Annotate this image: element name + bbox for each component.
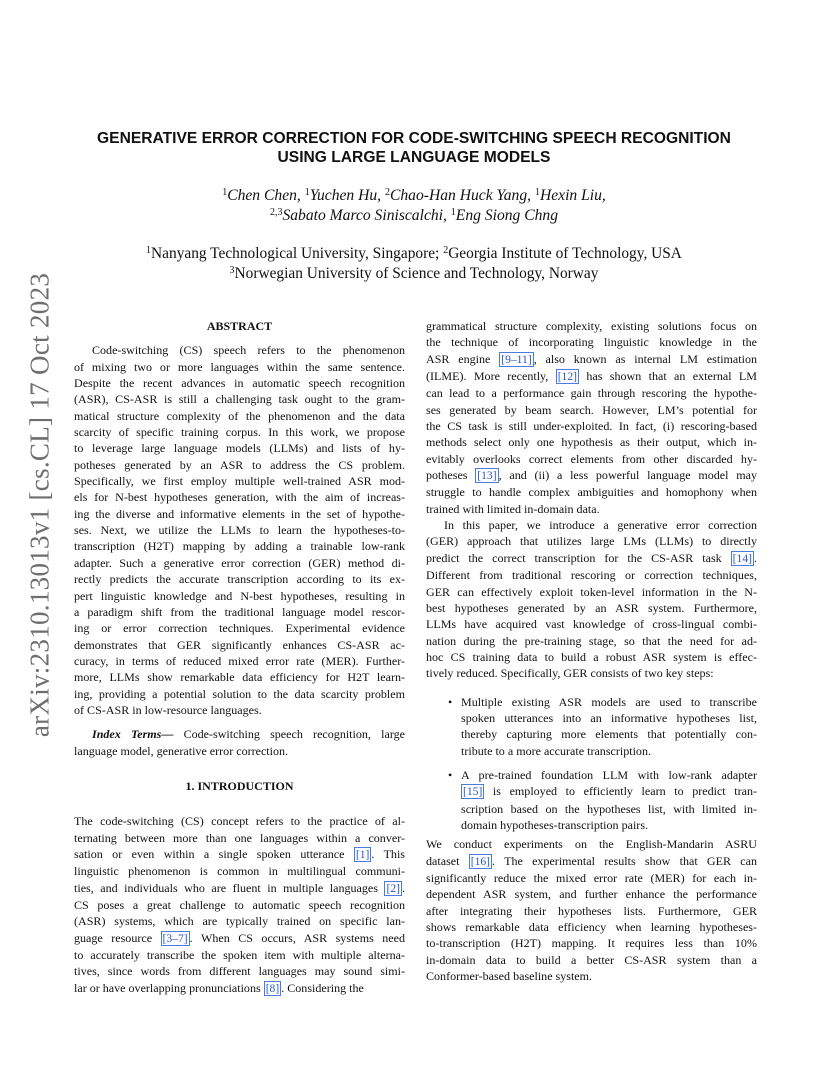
text-line: predict the correct transcription for the CS-ASR task [14] .: [426, 550, 757, 565]
citation-link[interactable]: [16]: [470, 854, 491, 868]
text-line: CS poses a great challenge to automatic speech recognition: [74, 898, 405, 912]
text-line: (GER) approach that utilizes large LMs (LLMs) to directly: [426, 534, 757, 549]
index-terms-line: [74, 726, 405, 742]
index-terms-text: Code-switching speech recognition, large: [173, 727, 405, 742]
bullet-item: [426, 767, 757, 833]
text-line: can lead to a performance gain through rescoring the hypothe-: [426, 386, 757, 401]
paper-title: [70, 129, 758, 167]
text-line: tives, since words from different languages may sound simi-: [74, 964, 405, 979]
paragraph: [426, 517, 757, 681]
left-column: [74, 318, 405, 997]
author-name: Yuchen Hu,: [309, 187, 382, 204]
text-line: scarcity of specific training corpus. In this work, we propose: [74, 425, 405, 440]
citation-link[interactable]: [9–11]: [501, 352, 532, 366]
abstract-heading: ABSTRACT: [206, 319, 273, 333]
title-line: USING LARGE LANGUAGE MODELS: [277, 149, 551, 166]
text-line: ing, providing a potential solution to the data scarcity problem: [74, 686, 405, 701]
index-terms-label: Index Terms—: [92, 727, 174, 742]
text-line: ties, and individuals who are fluent in multiple languages [2] .: [74, 880, 405, 895]
text-line: in-domain data to build a better CS-ASR system than a: [426, 952, 757, 967]
text-line: to-transcription (H2T) mapping. It requires less than 10%: [426, 936, 757, 951]
author-name: Sabato Marco Siniscalchi,: [282, 207, 447, 224]
text-line: spoken utterances into an informative hypotheses list,: [461, 710, 757, 725]
superscript: 1: [304, 187, 310, 198]
text-line: ses. Next, we utilize the LLMs to learn the hypotheses-to-: [74, 523, 405, 538]
text-line: linguistic phenomenon is common in multilingual communi-: [74, 864, 405, 879]
text-line: We conduct experiments on the English-Mandarin ASRU: [426, 837, 757, 852]
affiliation-line: [70, 264, 758, 284]
introduction-body: [74, 813, 405, 997]
bullet-icon: •: [448, 694, 453, 709]
text-line: els for N-best hypotheses generation, with the aim of increas-: [74, 490, 405, 505]
text-line: curacy, in terms of reduced mixed error rate (MER). Further-: [74, 653, 405, 668]
text-line: GER can effectively exploit token-level information in the N-: [426, 584, 757, 599]
superscript: 1: [146, 245, 152, 256]
bullet-list: [426, 694, 757, 834]
affiliation-text: Nanyang Technological University, Singapore;: [151, 245, 440, 262]
text-line: of mixing two or more languages within the same sentence.: [74, 359, 405, 374]
text-line: LLMs have acquired vast knowledge of cross-lingual combi-: [426, 617, 757, 632]
text-line: tribute to a more accurate transcription.: [461, 743, 651, 758]
text-line: (ILME). More recently, [12] has shown that an external LM: [426, 369, 757, 384]
text-line: Different from traditional rescoring or correction techniques,: [426, 568, 757, 583]
text-line: A pre-trained foundation LLM with low-rank adapter: [461, 767, 757, 782]
author-list: [70, 186, 758, 226]
author-name: Hexin Liu,: [539, 187, 606, 204]
text-line: transcription (H2T) mapping by adding a trainable low-rank: [74, 539, 405, 554]
text-line: a paradigm shift from the traditional language model rescor-: [74, 604, 405, 619]
right-column: [426, 318, 757, 984]
affiliation-text: Norwegian University of Science and Technology, Norway: [234, 264, 599, 282]
citation-link[interactable]: [2]: [386, 881, 400, 895]
affiliation-line: [70, 244, 758, 264]
index-terms: [74, 726, 405, 759]
text-line: guage resource [3–7] . When CS occurs, ASR systems need: [74, 930, 405, 945]
text-line: best hypotheses generated by an ASR system. Furthermore,: [426, 600, 757, 615]
paragraph: [426, 318, 757, 517]
text-line: significantly reduce the mixed error rate (MER) for each in-: [426, 871, 757, 885]
text-line: In this paper, we introduce a generative error correction: [444, 518, 757, 533]
text-line: Code-switching (CS) speech refers to the phenomenon: [92, 343, 405, 358]
text-line: ing or error correction techniques. Experimental evidence: [74, 621, 405, 636]
text-line: evitably overlooks correct elements from other discarded hy-: [426, 451, 757, 466]
bullet-item: [426, 694, 757, 759]
text-line: shows remarkable data efficiency when learning hypotheses-: [426, 920, 757, 935]
text-line: thereby capturing more elements that potentially con-: [461, 727, 757, 742]
text-line: ing the diverse and informative elements in the set of hypothe-: [74, 506, 405, 521]
affiliation-text: Georgia Institute of Technology, USA: [448, 245, 682, 262]
text-line: the technique of incorporating linguistic knowledge in the: [426, 335, 757, 350]
superscript: 1: [222, 187, 228, 198]
author-line: [70, 206, 758, 226]
text-line: dependent ASR system, and further enhance the performance: [426, 887, 757, 902]
text-line: to accurately transcribe the spoken item with multiple alterna-: [74, 948, 405, 963]
arxiv-stamp-text: arXiv:2310.13013v1 [cs.CL] 17 Oct 2023: [24, 272, 55, 738]
author-name: Chen Chen,: [227, 187, 301, 204]
superscript: 3: [229, 264, 235, 276]
text-line: after integrating their hypotheses lists. Furthermore, GER: [426, 903, 757, 918]
text-line: scription based on the hypotheses list, with limited in-: [461, 801, 757, 816]
text-line: adapter. Such a generative error correction (GER) method di-: [74, 555, 405, 570]
text-line: pert linguistic knowledge and N-best hypotheses, resulting in: [74, 588, 405, 603]
text-line: potheses generated by an ASR to address the CS problem.: [74, 457, 405, 472]
citation-link[interactable]: [15]: [463, 785, 483, 799]
text-line: dataset [16] . The experimental results show that GER can: [426, 853, 757, 868]
text-line: ASR engine [9–11] , also known as internal LM estimation: [426, 351, 757, 366]
author-name: Chao-Han Huck Yang,: [389, 187, 532, 204]
text-line: grammatical structure complexity, existing solutions focus on: [426, 319, 757, 333]
text-line: [15] is employed to efficiently learn to predict tran-: [463, 784, 757, 799]
text-line: lar or have overlapping pronunciations [8] . Considering the: [74, 980, 364, 995]
text-line: The code-switching (CS) concept refers to the practice of al-: [74, 814, 405, 829]
citation-link[interactable]: [3–7]: [162, 931, 188, 945]
text-line: rectly predicts the accurate transcription according to its ex-: [74, 572, 405, 587]
superscript: 1: [534, 187, 540, 198]
text-line: nation during the pre-training stage, so that the need for ad-: [426, 633, 757, 648]
superscript: 1: [450, 207, 456, 218]
citation-link[interactable]: [8]: [265, 981, 280, 995]
citation-link[interactable]: [14]: [732, 551, 752, 565]
bullet-icon: •: [448, 767, 453, 782]
text-line: methods select only one hypothesis as their output, which in-: [426, 435, 757, 450]
text-line: sation or even within a single spoken utterance [1] . This: [74, 846, 405, 861]
title-line: GENERATIVE ERROR CORRECTION FOR CODE-SWITCHING SPEECH RECOGNITION: [97, 130, 731, 147]
author-name: Eng Siong Chng: [455, 207, 559, 224]
text-line: trained with limited in-domain data.: [426, 501, 600, 516]
superscript: 2: [443, 245, 449, 256]
text-line: hoc CS training data to build a robust ASR system is effec-: [426, 649, 757, 664]
author-line: [70, 186, 758, 206]
index-terms-line: language model, generative error correction.: [74, 743, 289, 758]
text-line: (ASR), CS-ASR is still a challenging task ought to the gram-: [74, 392, 405, 407]
abstract-body: [74, 342, 405, 718]
citation-link[interactable]: [1]: [355, 847, 370, 861]
citation-link[interactable]: [13]: [477, 469, 497, 483]
text-line: of CS-ASR in low-resource languages.: [74, 702, 262, 717]
text-line: more, LLMs show remarkable data efficiency for H2T learn-: [74, 670, 405, 685]
text-line: demonstrates that GER significantly enhances CS-ASR ac-: [74, 637, 405, 652]
text-line: Despite the recent advances in automatic speech recognition: [74, 376, 405, 391]
text-line: the CS task is still under-exploited. In fact, (i) rescoring-based: [426, 419, 757, 434]
text-line: ternating between more than one languages within a conver-: [74, 830, 405, 845]
text-line: Conformer-based baseline system.: [426, 969, 593, 984]
citation-link[interactable]: [12]: [557, 370, 578, 384]
text-line: to leverage large language models (LLMs) and lists of hy-: [74, 441, 405, 456]
text-line: matical structure complexity of the phenomenon and the data: [74, 408, 405, 423]
section-heading-introduction: 1. INTRODUCTION: [185, 778, 294, 793]
text-line: ses generated by beam search. However, LM’s potential for: [426, 402, 757, 417]
superscript: 2,3: [269, 207, 283, 218]
affiliations: [70, 244, 758, 283]
text-line: struggle to handle complex ambiguities and homophony when: [426, 485, 757, 500]
text-line: Specifically, we first employ multiple well-trained ASR mod-: [74, 474, 405, 489]
text-line: (ASR) systems, which are typically trained on specific lan-: [74, 914, 405, 929]
text-line: Multiple existing ASR models are used to transcribe: [461, 694, 757, 709]
superscript: 2: [384, 187, 390, 198]
text-line: domain hypotheses-transcription pairs.: [461, 817, 649, 832]
text-line: potheses [13] , and (ii) a less powerful language model may: [426, 468, 757, 483]
arxiv-stamp: [18, 272, 62, 738]
paragraph: [426, 836, 757, 984]
text-line: tively reduced. Specifically, GER consists of two key steps:: [426, 666, 714, 681]
